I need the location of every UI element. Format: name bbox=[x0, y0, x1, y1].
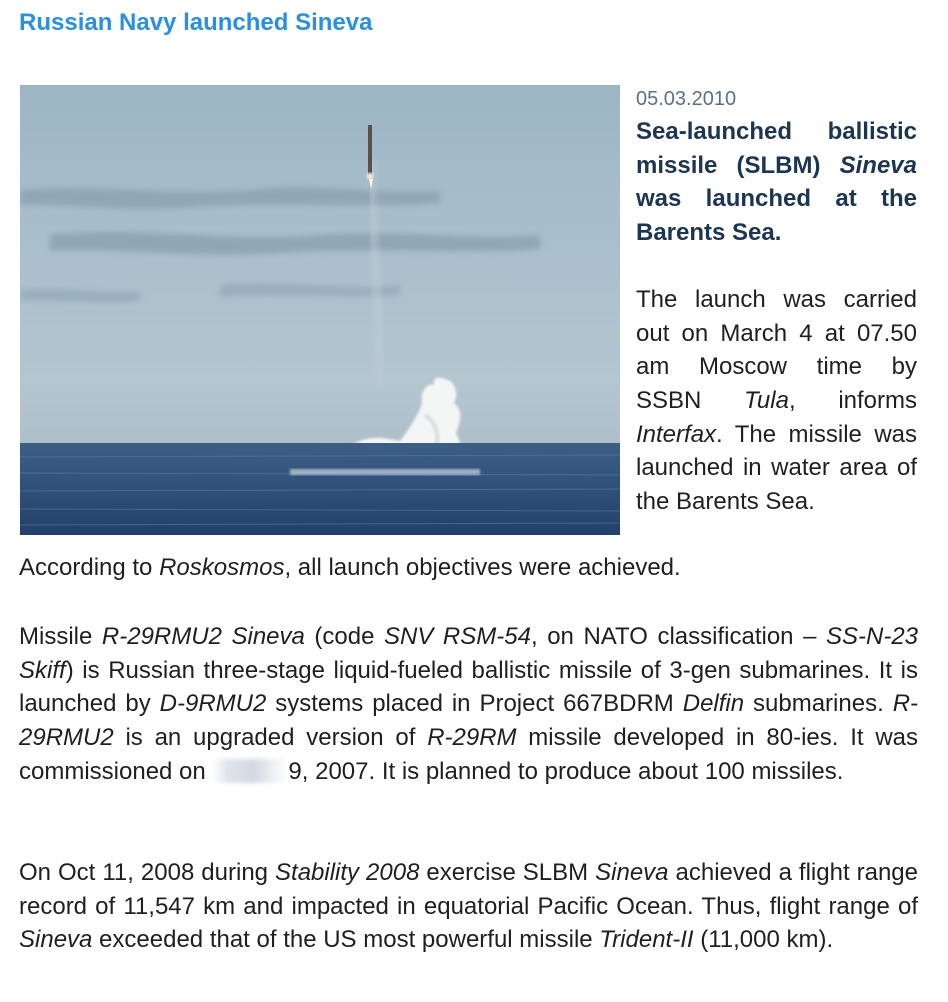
launch-paragraph: The launch was carried out on March 4 at 07.50 am Moscow time by SSBN Tula, informs Interfax. The missile was launched in water area of the Barents Sea. bbox=[636, 285, 917, 516]
flight-record-paragraph: On Oct 11, 2008 during Stability 2008 exercise SLBM Sineva achieved a flight range record of 11,547 km and impacted in equatorial Pacific Ocean. Thus, flight range of Sineva exceeded that of the US most powerful missile Trident-II (11,000 km). bbox=[19, 859, 918, 954]
publish-date: 05.03.2010 bbox=[636, 88, 737, 110]
side-column bbox=[636, 86, 917, 519]
redacted-text bbox=[212, 759, 288, 783]
objectives-paragraph: According to Roskosmos, all launch objectives were achieved. bbox=[19, 554, 681, 581]
missile-description-paragraph: Missile R-29RMU2 Sineva (code SNV RSM-54, on NATO classification – SS-N-23 Skiff) is Russian three-stage liquid-fueled ballistic missile of 3-gen submarines. It is launched by D-9RMU2 systems placed in Project 667BDRM Delfin submarines. R-29RMU2 is an upgraded version of R-29RM missile developed in 80-ies. It was commissioned on 9, 2007. It is planned to produce about 100 missiles. bbox=[19, 623, 919, 785]
article-title[interactable]: Russian Navy launched Sineva bbox=[19, 9, 373, 36]
launch-photo bbox=[20, 85, 620, 535]
lead-paragraph: Sea-launched ballistic missile (SLBM) Sineva was launched at the Barents Sea. bbox=[636, 118, 917, 247]
